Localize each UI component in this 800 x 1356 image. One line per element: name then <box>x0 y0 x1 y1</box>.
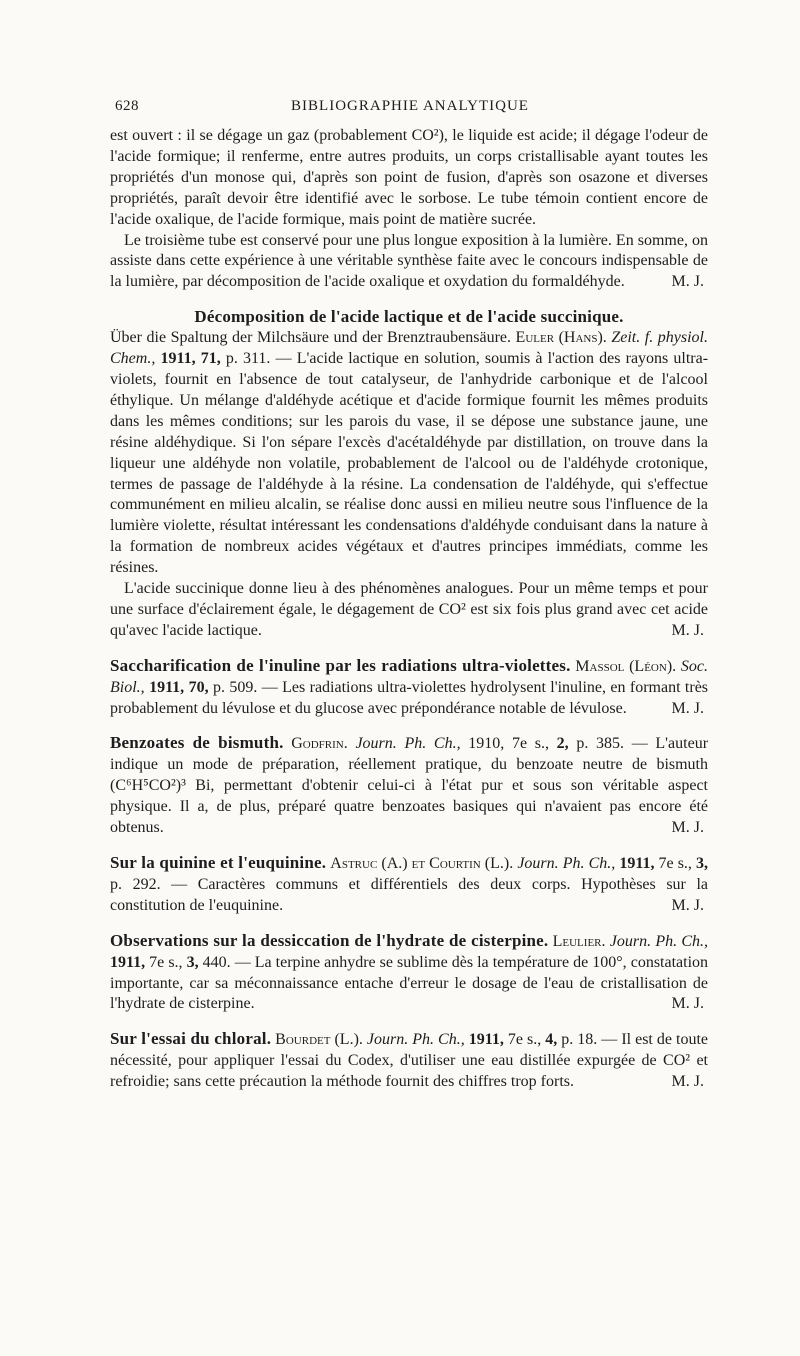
entry-text: — Caractères communs et différentiels des deux corps. Hypothèses sur la constitution de l'euquinine. <box>110 875 709 914</box>
german-reference: Über die Spaltung der Milchsäure und der Brenztraubensäure. <box>110 329 511 347</box>
entry-journal: Journ. Ph. Ch., <box>366 1031 465 1049</box>
entry-body <box>110 328 708 579</box>
entry-volume: 3, <box>696 855 709 872</box>
entry-volume: 71, <box>200 350 221 368</box>
entry-body <box>110 733 708 839</box>
entry-text: — L'acide lactique en solution, soumis à l'action des rayons ultra-violets, fournit en l'absence de tout catalyseur, de l'anhydride carbonique et de l'alcool éthylique. Un mélange d'aldéhyde acétique et d'acide formique fournit les mêmes produits dans les mêmes conditions; sur les parois du vase, il se dépose une substance jaune, une résine aldéhydique. Si l'on sépare l'excès d'acétaldéhyde par distillation, on trouve dans la liqueur une aldéhyde non volatile, probablement de l'alcool ou de l'aldéhyde crotonique, termes de passage de l'aldéhyde à la résine. La condensation de l'aldéhyde, qui s'effectue communément en milieu alcalin, se réalise donc aussi en milieu neutre sous l'influence de la lumière violette, résultat intéressant les condensations d'aldéhyde conduisant dans la nature à la formation de nombreux acides végétaux et d'autres principes immédiats, comme les résines. <box>110 350 709 577</box>
entry-journal: Journ. Ph. Ch., <box>517 855 616 872</box>
entry-volume: 2, <box>556 735 569 753</box>
page-number: 628 <box>115 98 139 114</box>
signature: M. J. <box>671 819 704 837</box>
paragraph: Le troisième tube est conservé pour une plus longue exposition à la lumière. En somme, on assiste dans cette expérience à une véritable synthèse faite avec le concours indispensable de la lumière, par décomposition de l'acide oxalique et oxydation du formaldéhyde. M. J. <box>110 231 708 294</box>
signature: M. J. <box>671 621 704 639</box>
entry-page: 440. <box>202 953 231 971</box>
entry-title: Observations sur la dessiccation de l'hydrate de cisterpine. <box>110 930 549 950</box>
entry-year: 1911, <box>149 678 185 696</box>
entry-year: 1911, <box>110 953 146 971</box>
bibliography-entry <box>110 656 708 720</box>
running-title: BIBLIOGRAPHIE ANALYTIQUE <box>291 98 529 114</box>
entry-year: 1910, <box>468 735 505 753</box>
entry-title: Benzoates de bismuth. <box>110 733 284 753</box>
entry-page: p. 311. <box>225 350 271 368</box>
entry-author: Massol (Léon). <box>575 657 677 675</box>
entry-series: 7e s., <box>511 735 549 753</box>
entry-body <box>110 1029 708 1093</box>
entry-body <box>110 931 708 1016</box>
entry-page: p. 292. <box>110 875 161 893</box>
entry-author: Godfrin. <box>291 735 348 753</box>
entry-page: p. 509. <box>212 678 258 696</box>
bibliography-entry <box>110 733 708 839</box>
page-header <box>115 98 705 115</box>
entry-journal: Soc. Biol., <box>110 657 709 696</box>
bibliography-entry <box>110 307 708 642</box>
entry-journal: Zeit. f. physiol. Chem., <box>110 329 708 368</box>
entry-text: — Les radiations ultra-violettes hydrolysent l'inuline, en formant très probablement du lévulose et du glucose avec prépondérance notable de lévulose. <box>110 678 709 717</box>
bibliography-entry <box>110 1029 708 1093</box>
entry-series: 7e s., <box>658 855 692 872</box>
entry-series: 7e s., <box>507 1031 542 1049</box>
signature: M. J. <box>671 995 704 1013</box>
entry-series: 7e s., <box>149 953 183 971</box>
entry-page: p. 18. <box>561 1031 598 1049</box>
signature: M. J. <box>671 896 704 914</box>
entry-title-line <box>110 307 708 328</box>
entry-title: Sur la quinine et l'euquinine. <box>110 853 327 872</box>
entry-text: — L'auteur indique un mode de préparation, réellement pratique, du benzoate neutre de bismuth (C⁶H⁵CO²)³ Bi, permettant d'obtenir celui-ci à l'état pur et sous son véritable aspect physique. Il a, de plus, préparé quatre benzoates basiques qui n'avaient pas encore été obtenus. <box>110 735 709 837</box>
entry-journal: Journ. Ph. Ch., <box>609 932 709 950</box>
entry-text: L'acide succinique donne lieu à des phénomènes analogues. Pour un même temps et pour une surface d'éclairement égale, le dégagement de CO² est six fois plus grand avec cet acide qu'avec l'acide lactique. <box>110 580 708 639</box>
entry-title: Décomposition de l'acide lactique et de l'acide succinique. <box>194 307 624 327</box>
entry-journal: Journ. Ph. Ch., <box>355 735 461 753</box>
entry-body <box>110 853 708 917</box>
entry-body <box>110 579 708 642</box>
entry-title: Saccharification de l'inuline par les radiations ultra-violettes. <box>110 655 571 675</box>
signature: M. J. <box>671 273 704 291</box>
continuation-block <box>110 126 708 293</box>
entry-text: — La terpine anhydre se sublime dès la température de 100°, constatation importante, car sa méconnaissance entache d'erreur le dosage de l'eau de cristallisation de l'hydrate de cisterpine. <box>110 953 709 1013</box>
paragraph: est ouvert : il se dégage un gaz (probablement CO²), le liquide est acide; il dégage l'odeur de l'acide formique; il renferme, entre autres produits, un corps cristallisable ayant toutes les propriétés d'un monose qui, d'après son point de fusion, d'après son osazone et diverses propriétés, paraît devoir être identifié avec le sorbose. Le tube témoin contient encore de l'acide oxalique, de l'acide formique, mais point de matière sucrée. <box>110 127 708 228</box>
entry-title: Sur l'essai du chloral. <box>110 1029 272 1049</box>
entry-author: Bourdet (L.). <box>275 1031 363 1049</box>
entry-year: 1911, <box>160 350 196 368</box>
signature: M. J. <box>671 699 704 717</box>
entry-volume: 4, <box>545 1031 558 1049</box>
entry-year: 1911, <box>468 1031 504 1049</box>
page-body <box>110 126 708 1093</box>
entry-text: — Il est de toute nécessité, pour appliquer l'essai du Codex, d'utiliser une eau distillée expurgée de CO² et refroidie; sans cette précaution la méthode fournit des chiffres trop forts. <box>110 1031 708 1091</box>
entry-author: Euler (Hans). <box>515 329 607 347</box>
entry-year: 1911, <box>619 855 655 872</box>
bibliography-entry <box>110 931 708 1016</box>
entry-author: Astruc (A.) et Courtin (L.). <box>330 855 514 872</box>
signature: M. J. <box>671 1073 704 1091</box>
entry-page: p. 385. <box>576 735 625 753</box>
entry-volume: 70, <box>188 678 209 696</box>
entry-volume: 3, <box>186 953 199 971</box>
entry-body <box>110 656 708 720</box>
bibliography-entry <box>110 853 708 917</box>
entry-author: Leulier. <box>552 932 606 950</box>
